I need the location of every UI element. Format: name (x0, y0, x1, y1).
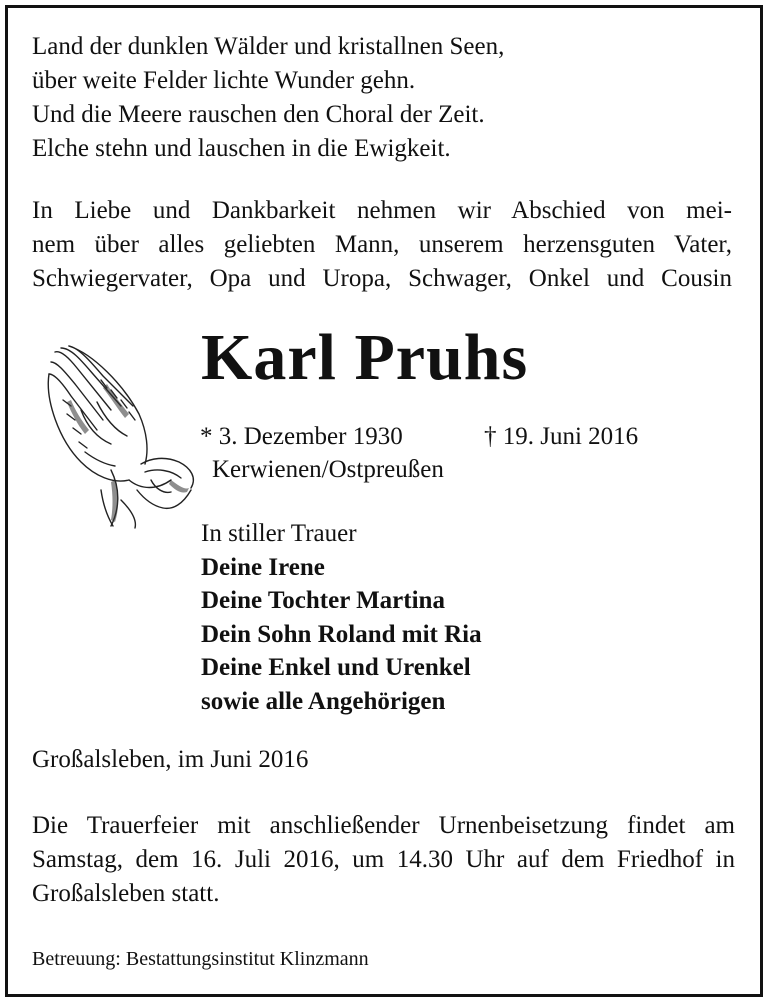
poem-line: Elche stehn und lauschen in die Ewigkeit. (32, 135, 451, 162)
funeral-home-credit: Betreuung: Bestattungsinstitut Klinzmann (32, 948, 369, 970)
mourning-intro: In stiller Trauer (201, 520, 357, 547)
mourner: sowie alle Angehörigen (201, 687, 446, 715)
ceremony-line: Großalsleben statt. (32, 880, 220, 907)
intro-line: Schwiegervater, Opa und Uropa, Schwager, Onkel und Cousin (32, 265, 732, 292)
poem-line: Land der dunklen Wälder und kristallnen Seen, (32, 33, 505, 60)
intro-line: nem über alles geliebten Mann, unserem herzensguten Vater, (32, 231, 732, 258)
intro-line: In Liebe und Dankbarkeit nehmen wir Abschied von mei- (32, 197, 732, 224)
ceremony-line: Die Trauerfeier mit anschließender Urnenbeisetzung findet am (32, 812, 735, 839)
praying-hands-icon (41, 340, 201, 530)
mourner: Deine Enkel und Urenkel (201, 654, 471, 681)
deceased-name: Karl Pruhs (201, 321, 529, 394)
birthplace: Kerwienen/Ostpreußen (212, 456, 444, 483)
birth-date: * 3. Dezember 1930 (200, 423, 403, 450)
intro-text (32, 194, 732, 296)
mourner: Dein Sohn Roland mit Ria (201, 620, 482, 648)
mourners-block (201, 517, 482, 718)
mourner: Deine Tochter Martina (201, 587, 445, 614)
obituary-notice (5, 5, 763, 997)
place-and-date: Großalsleben, im Juni 2016 (32, 746, 309, 773)
ceremony-line: Samstag, dem 16. Juli 2016, um 14.30 Uhr auf dem Friedhof in (32, 846, 735, 873)
poem-line: über weite Felder lichte Wunder gehn. (32, 67, 416, 94)
ceremony-info (32, 809, 735, 911)
poem (32, 30, 504, 166)
mourner: Deine Irene (201, 553, 325, 581)
death-date: † 19. Juni 2016 (484, 423, 639, 450)
poem-line: Und die Meere rauschen den Choral der Zeit. (32, 101, 485, 128)
